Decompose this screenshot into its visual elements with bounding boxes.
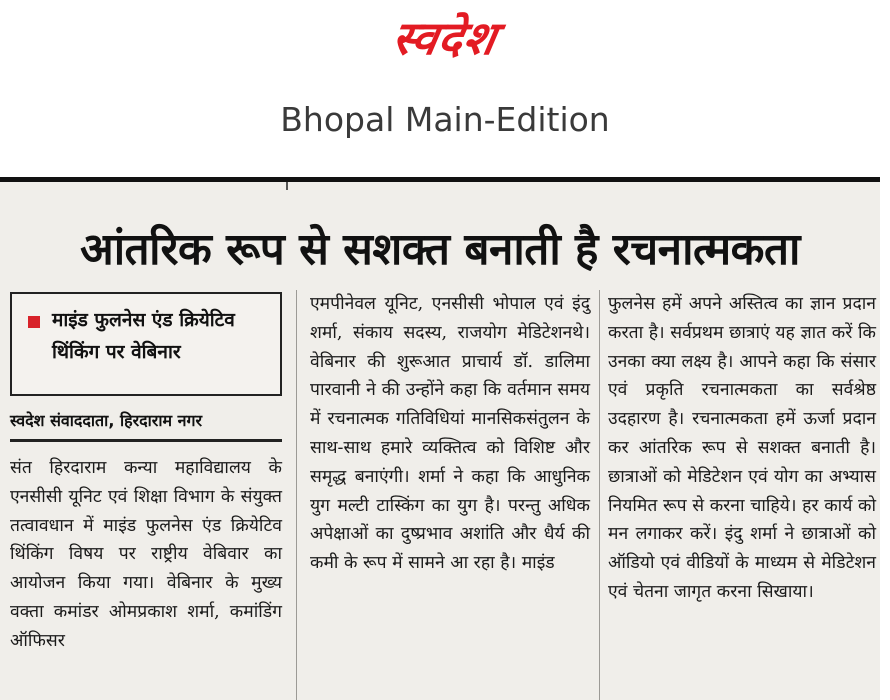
subhead-line: थिंकिंग पर वेबिनार [52, 341, 181, 363]
article-column-2: एमपीनेवल यूनिट, एनसीसी भोपाल एवं इंदु शर्मा, संकाय सदस्य, राजयोग मेडिटेशनथे। वेबिनार की शुरूआत प्राचार्य डॉ. डालिमा पारवानी ने की उन्होंने कहा कि वर्तमान समय में रचनात्मक गतिविधियां मानसिकसंतुलन के साथ-साथ हमारे व्यक्तित्व को विशिष्ट और समृद्ध बनाएंगी। शर्मा ने कहा कि आधुनिक युग मल्टी टास्किंग का युग है। परन्तु अधिक अपेक्षाओं का दुष्प्रभाव अशांति और धैर्य की कमी के रूप में सामने आ रहा है। माइंड [310, 294, 590, 574]
byline-rule [10, 439, 282, 442]
edition-title: Bhopal Main-Edition [280, 100, 610, 139]
article-column-1: संत हिरदाराम कन्या महाविद्यालय के एनसीसी यूनिट एवं शिक्षा विभाग के संयुक्त तत्वावधान में माइंड फुलनेस एंड क्रियेटिव थिंकिंग विषय पर राष्ट्रीय वेबिवार का आयोजन किया गया। वेबिनार के मुख्य वक्ता कमांडर ओमप्रकाश शर्मा, कमांडिंग ऑफिसर [10, 458, 282, 651]
masthead-logo[interactable] [0, 10, 890, 66]
article-column-3: फुलनेस हमें अपने अस्तित्व का ज्ञान प्रदान करता है। सर्वप्रथम छात्राएं यह ज्ञात करें कि उनका क्या लक्ष्य है। आपने कहा कि संसार एवं प्रकृति रचनात्मकता का सर्वश्रेष्ठ उदहारण है। रचनात्मकता हमें ऊर्जा प्रदान कर आंतरिक रूप से सशक्त बनाती है। छात्राओं को मेडिटेशन एवं योग का अभ्यास नियमित रूप से करना चाहिये। हर कार्य को मन लगाकर करें। इंदु शर्मा ने छात्राओं को ऑडियो एवं वीडियों के माध्यम से मेडिटेशन एवं चेतना जागृत करना सिखाया। [608, 294, 876, 602]
subhead-box [10, 292, 282, 396]
column-divider [599, 290, 600, 700]
article-headline: आंतरिक रूप से सशक्त बनाती है रचनात्मकता [80, 224, 800, 275]
byline: स्वदेश संवाददाता, हिरदाराम नगर [10, 411, 203, 430]
logo-text: स्वदेश [388, 11, 502, 65]
bullet-square-icon [28, 316, 40, 328]
right-gutter [880, 182, 890, 700]
site-header [0, 0, 890, 172]
column-divider [296, 290, 297, 700]
column-tick-mark [286, 182, 288, 190]
subhead-line: माइंड फुलनेस एंड क्रियेटिव [52, 309, 235, 331]
newspaper-clipping [0, 182, 880, 700]
subhead [52, 304, 280, 368]
